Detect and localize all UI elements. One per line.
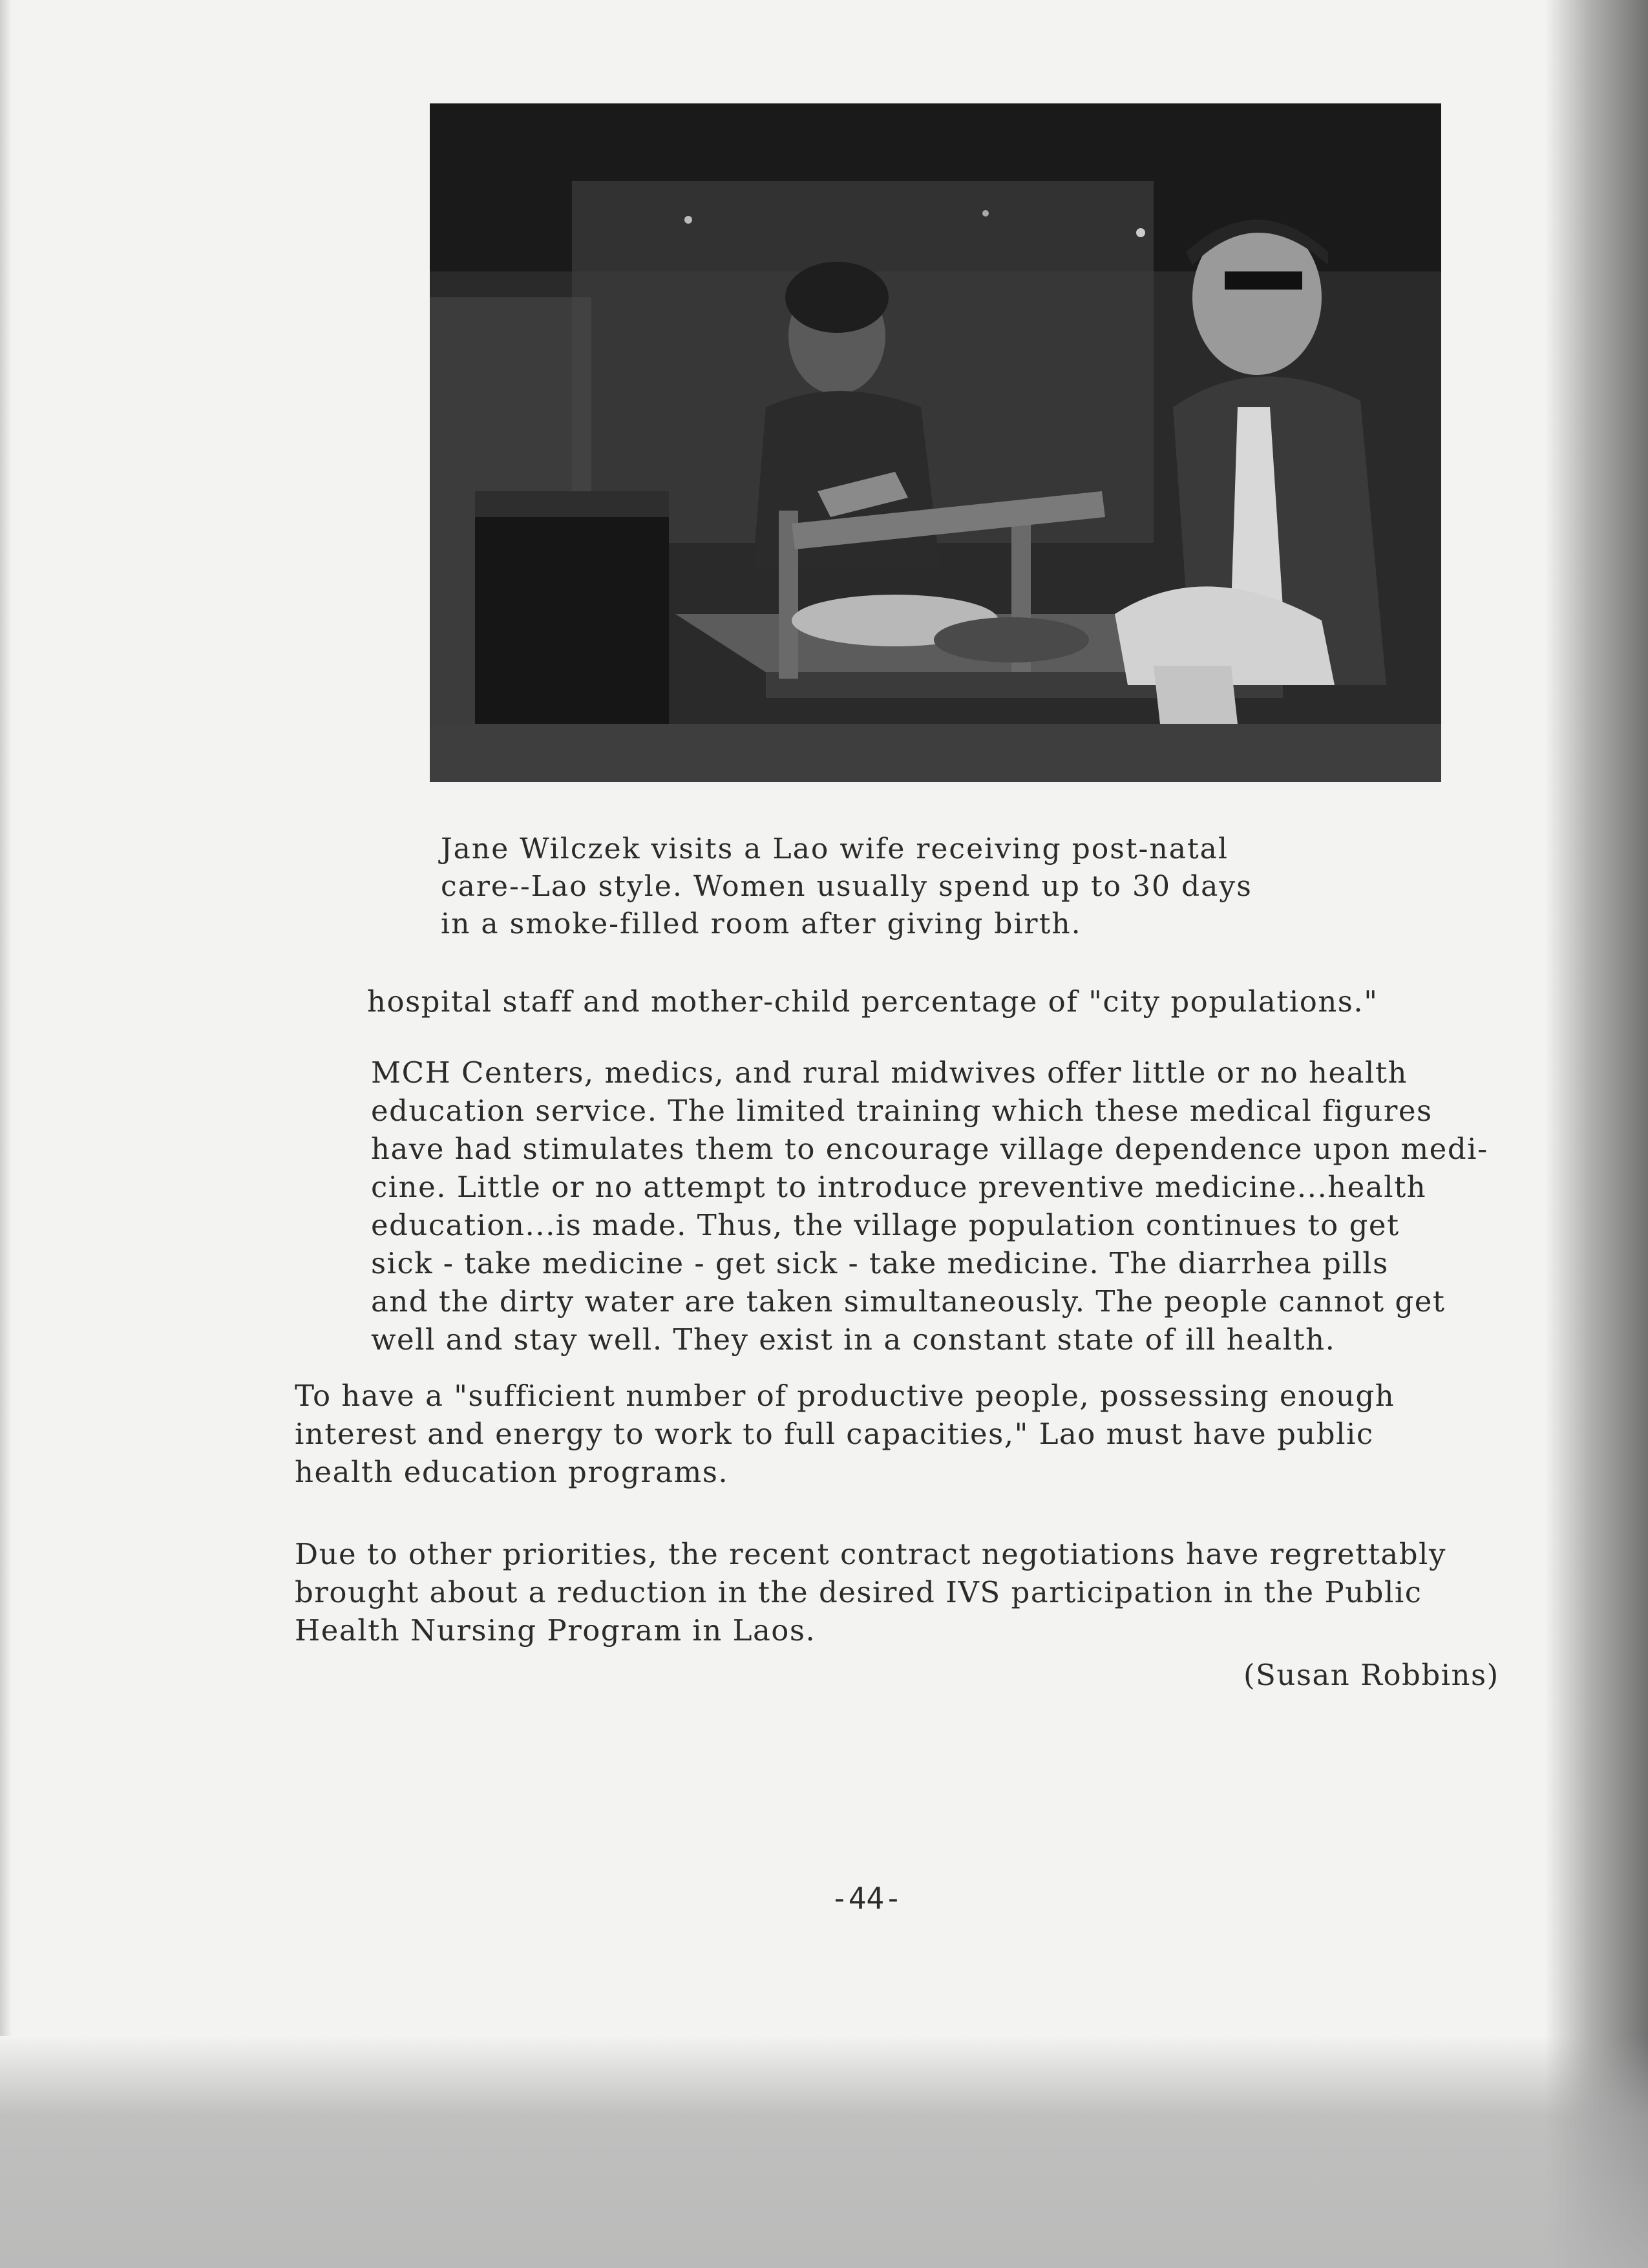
- page-number: -44-: [830, 1881, 902, 1916]
- scan-bottom-shadow: [0, 2036, 1648, 2268]
- caption-line: care--Lao style. Women usually spend up to 30 days: [441, 870, 1252, 903]
- caption-line: in a smoke-filled room after giving birth.: [441, 907, 1082, 940]
- paragraph-line: Due to other priorities, the recent contract negotiations have regrettably: [295, 1537, 1446, 1571]
- body-paragraph-4: [295, 1535, 1446, 1649]
- scan-right-shadow: [1545, 0, 1648, 2268]
- paragraph-line: education...is made. Thus, the village population continues to get: [371, 1208, 1400, 1242]
- paragraph-line: well and stay well. They exist in a constant state of ill health.: [371, 1322, 1336, 1357]
- paragraph-line: health education programs.: [295, 1455, 729, 1489]
- photo-caption: [441, 831, 1346, 943]
- paragraph-line: interest and energy to work to full capacities," Lao must have public: [295, 1417, 1374, 1451]
- photograph: [430, 103, 1441, 782]
- body-paragraph-2: [371, 1054, 1488, 1359]
- author-signature: (Susan Robbins): [1243, 1658, 1499, 1692]
- paragraph-line: MCH Centers, medics, and rural midwives offer little or no health: [371, 1055, 1408, 1090]
- paragraph-line: education service. The limited training which these medical figures: [371, 1094, 1433, 1128]
- paragraph-line: hospital staff and mother-child percentage of "city populations.": [367, 984, 1379, 1019]
- photograph-illustration: [430, 103, 1441, 782]
- body-paragraph-1: [367, 982, 1378, 1021]
- paragraph-line: and the dirty water are taken simultaneously. The people cannot get: [371, 1284, 1446, 1319]
- paragraph-line: sick - take medicine - get sick - take medicine. The diarrhea pills: [371, 1246, 1389, 1280]
- paragraph-line: Health Nursing Program in Laos.: [295, 1613, 816, 1648]
- paragraph-line: To have a "sufficient number of productive people, possessing enough: [295, 1379, 1395, 1413]
- scan-left-edge: [0, 0, 12, 2036]
- paragraph-line: cine. Little or no attempt to introduce preventive medicine...health: [371, 1170, 1427, 1204]
- paragraph-line: have had stimulates them to encourage village dependence upon medi-: [371, 1132, 1488, 1166]
- body-paragraph-3: [295, 1377, 1395, 1491]
- caption-line: Jane Wilczek visits a Lao wife receiving post-natal: [441, 832, 1229, 865]
- paragraph-line: brought about a reduction in the desired IVS participation in the Public: [295, 1575, 1422, 1609]
